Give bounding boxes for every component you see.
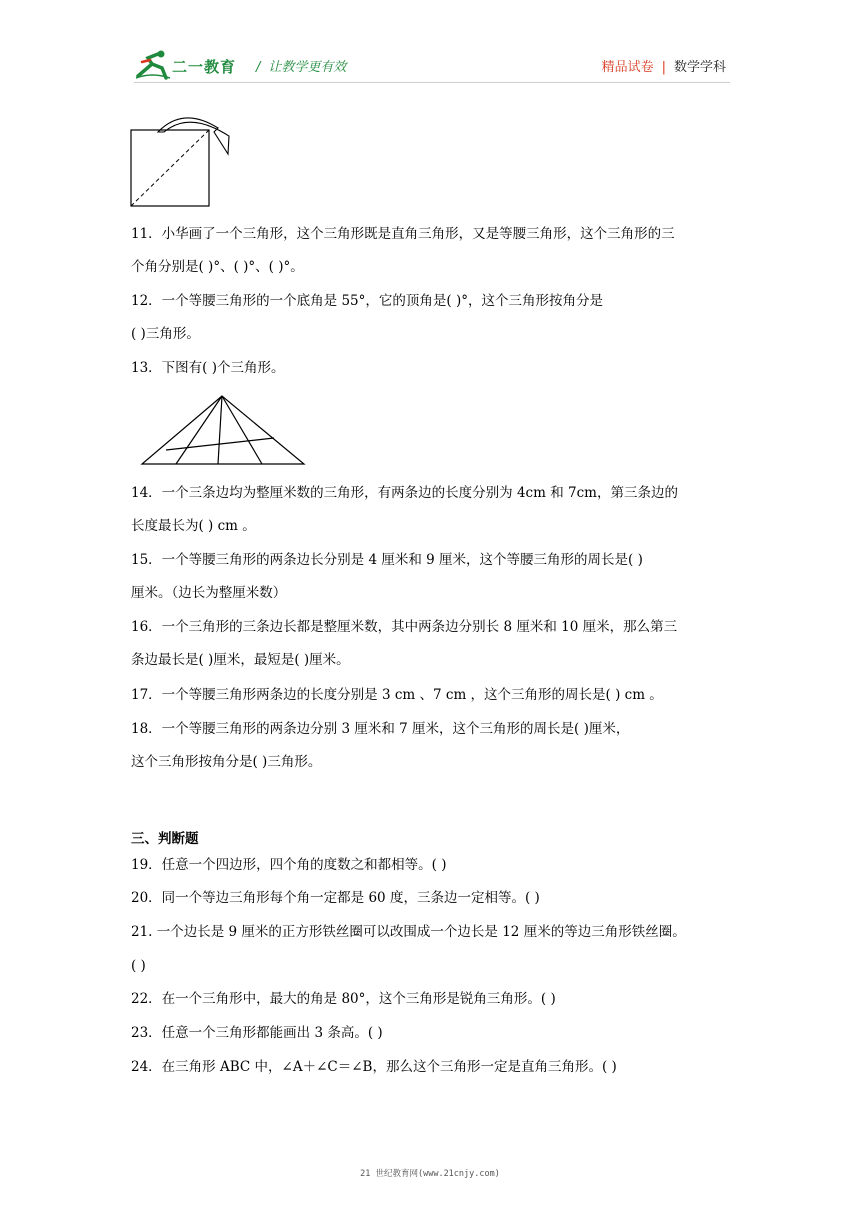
- question-20: 20．同一个等边三角形每个角一定都是 60 度，三条边一定相等。( ): [131, 890, 540, 906]
- header-slogan: [256, 56, 346, 75]
- slogan-text: 让教学更有效: [268, 60, 347, 75]
- header-separator: |: [661, 60, 666, 75]
- header-label-subject: 数学学科: [673, 60, 726, 75]
- question-23: 23．任意一个三角形都能画出 3 条高。( ): [131, 1025, 383, 1041]
- question-16-line-1: 16．一个三角形的三条边长都是整厘米数，其中两条边分别长 8 厘米和 10 厘米，那么第三: [131, 619, 678, 635]
- question-18-line-1: 18．一个等腰三角形的两条边分别 3 厘米和 7 厘米，这个三角形的周长是( )厘米，: [131, 721, 630, 737]
- header-right: [602, 56, 726, 75]
- question-15-line-2: 厘米。（边长为整厘米数）: [131, 585, 287, 601]
- section-title-judgement: 三、判断题: [131, 831, 199, 847]
- question-13: 13．下图有( )个三角形。: [131, 360, 285, 376]
- header-label-paper: 精品试卷: [601, 60, 654, 75]
- header-divider: [134, 82, 730, 83]
- question-16-line-2: 条边最长是( )厘米，最短是( )厘米。: [131, 652, 350, 668]
- question-21-line-1: 21. 一个边长是 9 厘米的正方形铁丝圈可以改围成一个边长是 12 厘米的等边三角形铁丝圈。: [131, 924, 686, 940]
- question-21-line-2: ( ): [131, 958, 146, 974]
- question-12-line-2: ( )三角形。: [131, 326, 200, 342]
- question-14-line-2: 长度最长为( ) cm 。: [131, 518, 256, 534]
- question-15-line-1: 15．一个等腰三角形的两条边长分别是 4 厘米和 9 厘米，这个等腰三角形的周长是( ): [131, 552, 643, 568]
- question-17: 17．一个等腰三角形两条边的长度分别是 3 cm 、7 cm ，这个三角形的周长是( ) cm 。: [131, 687, 663, 703]
- question-19: 19．任意一个四边形，四个角的度数之和都相等。( ): [131, 857, 447, 873]
- logo-text: 二一教育: [172, 58, 237, 76]
- page-footer: 21 世纪教育网(www.21cnjy.com): [360, 1169, 500, 1179]
- square-fold-figure: [128, 108, 238, 210]
- brand-logo: [134, 48, 244, 82]
- question-12-line-1: 12．一个等腰三角形的一个底角是 55°，它的顶角是( )°，这个三角形按角分是: [131, 293, 603, 309]
- page-header: [134, 48, 730, 84]
- slogan-slash: /: [256, 60, 261, 75]
- question-11-line-1: 11．小华画了一个三角形，这个三角形既是直角三角形，又是等腰三角形，这个三角形的三: [131, 226, 675, 242]
- runner-logo-icon: [134, 48, 174, 82]
- question-22: 22．在一个三角形中，最大的角是 80°，这个三角形是锐角三角形。( ): [131, 991, 556, 1007]
- question-24: 24．在三角形 ABC 中，∠A＋∠C＝∠B，那么这个三角形一定是直角三角形。( ): [131, 1059, 617, 1075]
- question-11-line-2: 个角分别是( )°、( )°、( )°。: [131, 259, 304, 275]
- question-14-line-1: 14．一个三条边均为整厘米数的三角形，有两条边的长度分别为 4cm 和 7cm，第三条边的: [131, 485, 678, 501]
- triangle-count-figure: [138, 392, 310, 468]
- question-18-line-2: 这个三角形按角分是( )三角形。: [131, 754, 322, 770]
